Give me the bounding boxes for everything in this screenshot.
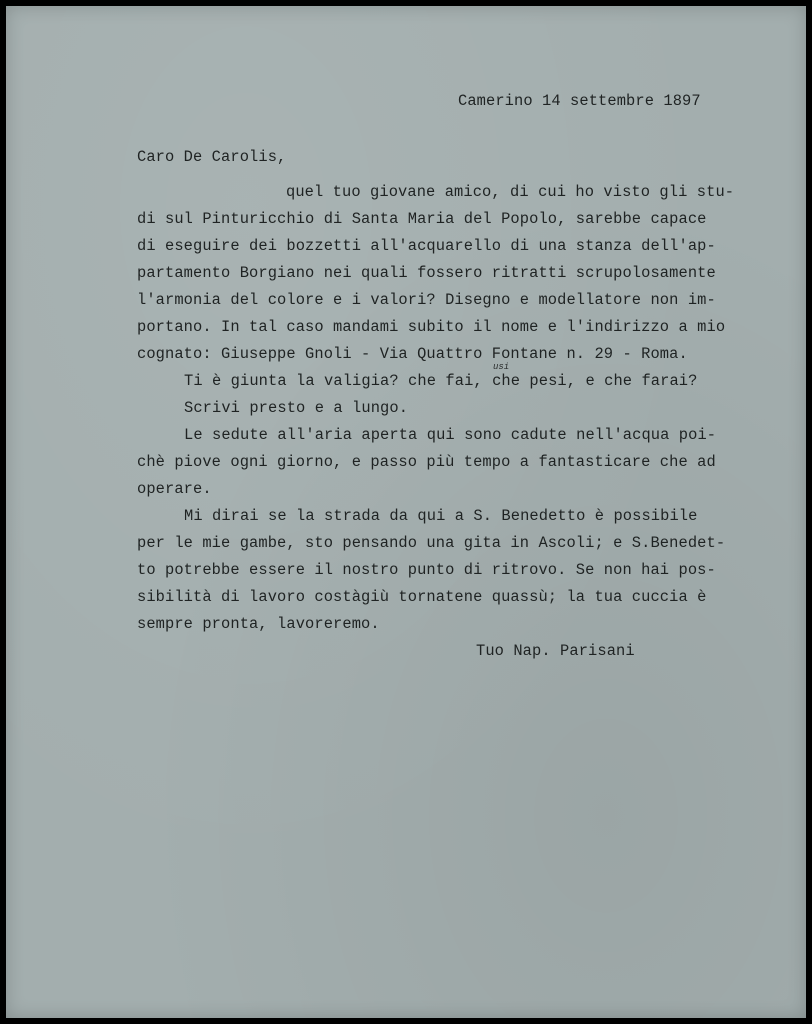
letter-page [6, 6, 806, 1018]
body-line: di sul Pinturicchio di Santa Maria del Popolo, sarebbe capace [137, 210, 707, 228]
body-line: cognato: Giuseppe Gnoli - Via Quattro Fontane n. 29 - Roma. [137, 345, 688, 363]
body-line: di eseguire dei bozzetti all'acquarello di una stanza dell'ap- [137, 237, 716, 255]
body-line: sibilità di lavoro costàgiù tornatene quassù; la tua cuccia è [137, 588, 707, 606]
body-line: quel tuo giovane amico, di cui ho visto gli stu- [286, 183, 735, 201]
body-line: chè piove ogni giorno, e passo più tempo a fantasticare che ad [137, 453, 716, 471]
salutation: Caro De Carolis, [137, 148, 287, 166]
body-line: per le mie gambe, sto pensando una gita in Ascoli; e S.Benedet- [137, 534, 726, 552]
signature: Tuo Nap. Parisani [476, 642, 635, 660]
body-line: Ti è giunta la valigia? che fai, che pesi, e che farai? [184, 372, 698, 390]
body-line: portano. In tal caso mandami subito il nome e l'indirizzo a mio [137, 318, 726, 336]
body-line: partamento Borgiano nei quali fossero ritratti scrupolosamente [137, 264, 716, 282]
body-line: Scrivi presto e a lungo. [184, 399, 409, 417]
body-line: sempre pronta, lavoreremo. [137, 615, 380, 633]
body-line: l'armonia del colore e i valori? Disegno e modellatore non im- [137, 291, 716, 309]
body-line: Mi dirai se la strada da qui a S. Benedetto è possibile [184, 507, 698, 525]
body-line: Le sedute all'aria aperta qui sono cadute nell'acqua poi- [184, 426, 717, 444]
dateline: Camerino 14 settembre 1897 [458, 92, 701, 110]
handwritten-correction: usi [493, 362, 510, 372]
body-line: to potrebbe essere il nostro punto di ritrovo. Se non hai pos- [137, 561, 716, 579]
body-line: operare. [137, 480, 212, 498]
